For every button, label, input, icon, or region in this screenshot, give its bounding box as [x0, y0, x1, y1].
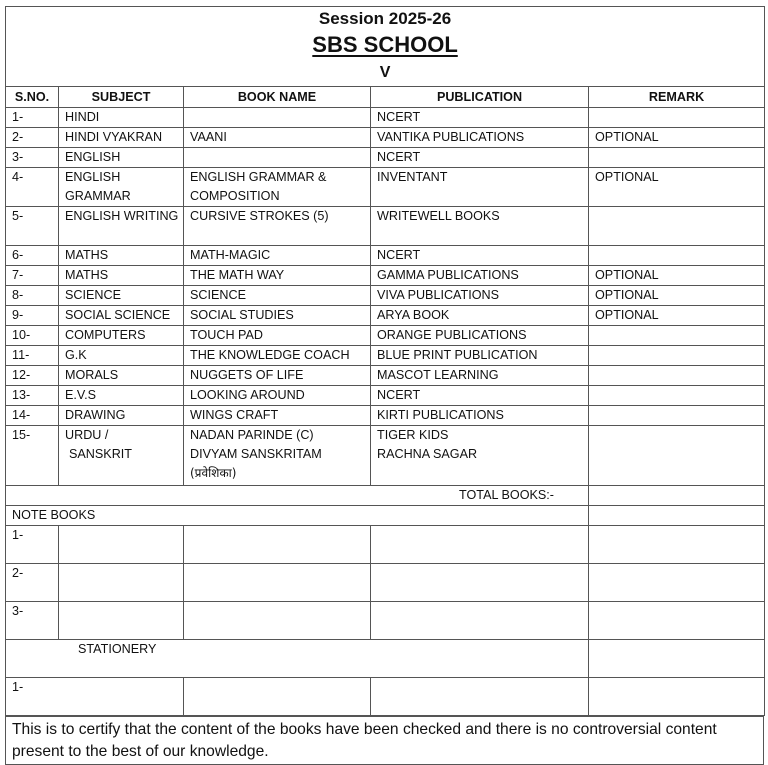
total-books-value: [589, 486, 765, 506]
notebooks-label: NOTE BOOKS: [6, 506, 589, 526]
cell-sno: 3-: [6, 148, 59, 168]
cell-sno: 2-: [6, 564, 59, 602]
cell-subject: G.K: [59, 346, 184, 366]
cell-remark: [589, 346, 765, 366]
table-row: [6, 406, 765, 426]
notebook-rows: [6, 526, 765, 640]
cell-publication: MASCOT LEARNING: [371, 366, 589, 386]
cell-book-name: [184, 108, 371, 128]
cell-subject: DRAWING: [59, 406, 184, 426]
cell-remark: [589, 602, 765, 640]
stationery-rows: [6, 678, 765, 716]
cell-publication: [371, 602, 589, 640]
cell-publication: ARYA BOOK: [371, 306, 589, 326]
cell-remark: [589, 207, 765, 246]
notebooks-header-row: [6, 506, 765, 526]
cell-publication: WRITEWELL BOOKS: [371, 207, 589, 246]
cell-remark: OPTIONAL: [589, 128, 765, 148]
notebooks-remark: [589, 506, 765, 526]
cell-book-name: SCIENCE: [184, 286, 371, 306]
title-row: [6, 7, 765, 87]
column-header-remark: REMARK: [589, 87, 765, 108]
cell-publication: [371, 678, 589, 716]
cell-book-name: THE MATH WAY: [184, 266, 371, 286]
cell-book-name: [184, 602, 371, 640]
cell-publication: [371, 526, 589, 564]
cell-sno: 1-: [6, 678, 184, 716]
cell-remark: OPTIONAL: [589, 168, 765, 207]
table-row: [6, 326, 765, 346]
cell-sno: 2-: [6, 128, 59, 148]
table-row: [6, 148, 765, 168]
cell-publication: VANTIKA PUBLICATIONS: [371, 128, 589, 148]
cell-sno: 13-: [6, 386, 59, 406]
cell-sno: 10-: [6, 326, 59, 346]
notebook-row: [6, 602, 765, 640]
cell-sno: 9-: [6, 306, 59, 326]
cell-book-name: MATH-MAGIC: [184, 246, 371, 266]
cell-sno: 14-: [6, 406, 59, 426]
cell-publication: [371, 426, 589, 486]
class-label: V: [379, 64, 391, 81]
cell-book-name: THE KNOWLEDGE COACH: [184, 346, 371, 366]
table-row: [6, 366, 765, 386]
book-rows: [6, 108, 765, 426]
table-row: [6, 386, 765, 406]
cell-remark: [589, 678, 765, 716]
subject-line: URDU /: [65, 428, 109, 442]
cell-remark: [589, 564, 765, 602]
cell-publication: KIRTI PUBLICATIONS: [371, 406, 589, 426]
cell-subject: SOCIAL SCIENCE: [59, 306, 184, 326]
cell-subject: E.V.S: [59, 386, 184, 406]
table-row: [6, 128, 765, 148]
cell-remark: [589, 246, 765, 266]
table-row: [6, 426, 765, 486]
cell-book-name: [184, 526, 371, 564]
cell-book-name: [184, 564, 371, 602]
column-header-book-name: BOOK NAME: [184, 87, 371, 108]
cell-subject: [59, 602, 184, 640]
cell-sno: 15-: [6, 426, 59, 486]
cell-subject: COMPUTERS: [59, 326, 184, 346]
cell-book-name: CURSIVE STROKES (5): [184, 207, 371, 246]
total-books-label: TOTAL BOOKS:-: [6, 486, 589, 506]
book-line: DIVYAM SANSKRITAM: [190, 447, 322, 461]
cell-book-name: ENGLISH GRAMMAR & COMPOSITION: [184, 168, 371, 207]
cell-book-name: [184, 426, 371, 486]
cell-remark: [589, 406, 765, 426]
cell-publication: NCERT: [371, 386, 589, 406]
column-header-row: [6, 87, 765, 108]
cell-subject: ENGLISH GRAMMAR: [59, 168, 184, 207]
book-line: (प्रवेशिका): [190, 466, 237, 480]
cell-sno: 6-: [6, 246, 59, 266]
stationery-remark: [589, 640, 765, 678]
cell-book-name: VAANI: [184, 128, 371, 148]
subject-line: SANSKRIT: [69, 447, 132, 461]
cell-book-name: LOOKING AROUND: [184, 386, 371, 406]
cell-publication: NCERT: [371, 108, 589, 128]
cell-remark: OPTIONAL: [589, 306, 765, 326]
notebook-row: [6, 526, 765, 564]
cell-book-name: [184, 148, 371, 168]
table-row: [6, 306, 765, 326]
cell-subject: MATHS: [59, 266, 184, 286]
cell-book-name: TOUCH PAD: [184, 326, 371, 346]
cell-remark: [589, 108, 765, 128]
notebook-row: [6, 564, 765, 602]
publication-line: RACHNA SAGAR: [377, 447, 478, 461]
stationery-row: [6, 678, 765, 716]
cell-publication: NCERT: [371, 246, 589, 266]
stationery-label: STATIONERY: [6, 640, 589, 678]
cell-remark: OPTIONAL: [589, 266, 765, 286]
table-row: [6, 346, 765, 366]
cell-sno: 4-: [6, 168, 59, 207]
cell-publication: ORANGE PUBLICATIONS: [371, 326, 589, 346]
cell-subject: [59, 426, 184, 486]
cell-book-name: SOCIAL STUDIES: [184, 306, 371, 326]
column-header-subject: SUBJECT: [59, 87, 184, 108]
cell-publication: BLUE PRINT PUBLICATION: [371, 346, 589, 366]
cell-sno: 7-: [6, 266, 59, 286]
table-row: [6, 168, 765, 207]
cell-publication: [371, 564, 589, 602]
title-cell: [6, 7, 765, 87]
cell-sno: 1-: [6, 526, 59, 564]
book-list-table: [5, 6, 765, 716]
cell-remark: [589, 326, 765, 346]
cell-remark: [589, 526, 765, 564]
cell-subject: ENGLISH WRITING: [59, 207, 184, 246]
cell-remark: OPTIONAL: [589, 286, 765, 306]
column-header-sno: S.NO.: [6, 87, 59, 108]
table-row: [6, 207, 765, 246]
cell-subject: [59, 564, 184, 602]
book-line: NADAN PARINDE (C): [190, 428, 314, 442]
cell-book-name: [184, 678, 371, 716]
column-header-publication: PUBLICATION: [371, 87, 589, 108]
session-title: Session 2025-26: [318, 9, 452, 28]
table-row: [6, 286, 765, 306]
cell-book-name: WINGS CRAFT: [184, 406, 371, 426]
cell-sno: 5-: [6, 207, 59, 246]
cell-publication: INVENTANT: [371, 168, 589, 207]
certification-note: This is to certify that the content of the books have been checked and there is no controversial content present to the best of our knowledge.: [5, 716, 764, 765]
cell-remark: [589, 426, 765, 486]
publication-line: TIGER KIDS: [377, 428, 449, 442]
table-row: [6, 108, 765, 128]
cell-remark: [589, 386, 765, 406]
cell-sno: 8-: [6, 286, 59, 306]
table-row: [6, 246, 765, 266]
cell-subject: ENGLISH: [59, 148, 184, 168]
cell-subject: MATHS: [59, 246, 184, 266]
cell-remark: [589, 148, 765, 168]
cell-book-name: NUGGETS OF LIFE: [184, 366, 371, 386]
cell-subject: [59, 526, 184, 564]
total-books-row: [6, 486, 765, 506]
school-name: SBS SCHOOL: [312, 32, 458, 57]
cell-publication: NCERT: [371, 148, 589, 168]
cell-remark: [589, 366, 765, 386]
cell-sno: 12-: [6, 366, 59, 386]
cell-subject: MORALS: [59, 366, 184, 386]
table-row: [6, 266, 765, 286]
cell-subject: SCIENCE: [59, 286, 184, 306]
cell-sno: 1-: [6, 108, 59, 128]
cell-publication: VIVA PUBLICATIONS: [371, 286, 589, 306]
cell-subject: HINDI: [59, 108, 184, 128]
cell-subject: HINDI VYAKRAN: [59, 128, 184, 148]
cell-sno: 11-: [6, 346, 59, 366]
book-list-sheet: [5, 6, 764, 765]
stationery-header-row: [6, 640, 765, 678]
cell-sno: 3-: [6, 602, 59, 640]
cell-publication: GAMMA PUBLICATIONS: [371, 266, 589, 286]
